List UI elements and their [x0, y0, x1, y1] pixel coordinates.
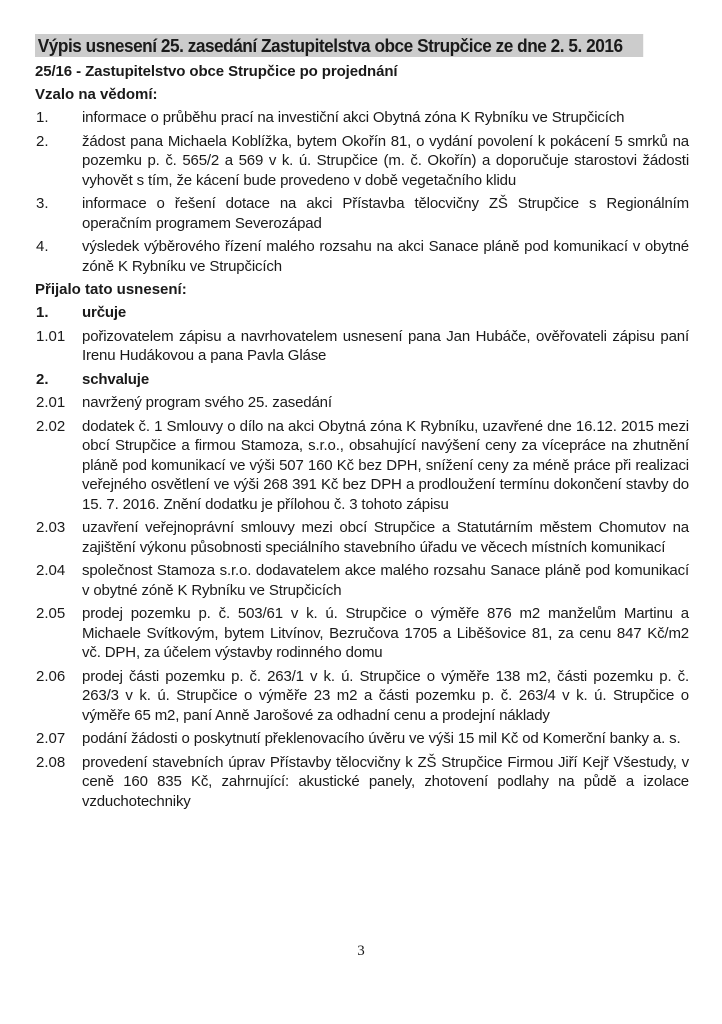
list-item [35, 518, 689, 557]
list-item [35, 753, 689, 812]
resolution-heading: 25/16 - Zastupitelstvo obce Strupčice po projednání [35, 63, 398, 80]
item-number: 2.07 [36, 730, 66, 747]
list-item [35, 561, 689, 600]
item-number: 2.08 [36, 753, 66, 771]
item-text: prodej části pozemku p. č. 263/1 v k. ú. Strupčice o výměře 138 m2, části pozemku p. č. 263/3 v k. ú. Strupčice o výměře 23 m2 a části pozemku p. č. 263/4 v k. ú. Strupčice o výměře 65 m2, paní Anně Jarošové za odhadní cenu a prodejní náklady [82, 667, 689, 724]
item-text: provedení stavebních úprav Přístavby tělocvičny k ZŠ Strupčice Firmou Jiří Kejř Všestudy, v ceně 160 835 Kč, zahrnující: akustické panely, zhotovení podlahy na půdě a izolace vzduchotechniky [82, 753, 689, 810]
list-item [35, 417, 689, 515]
item-text: dodatek č. 1 Smlouvy o dílo na akci Obytná zóna K Rybníku, uzavřené dne 16.12. 2015 mezi obcí Strupčice a firmou Stamoza, s.r.o., obsahující navýšení ceny za vícepráce na zhutnění pláně pod komunikací ve výši 507 160 Kč bez DPH, snížení ceny za méně práce při realizaci veřejného osvětlení ve výši 268 391 Kč bez DPH a prodloužení termínu dokončení stavby do 15. 7. 2016. Znění dodatku je přílohou č. 3 tohoto zápisu [82, 417, 689, 513]
item-number: 2.04 [36, 562, 66, 579]
list-item [35, 667, 689, 726]
item-number: 1.01 [36, 327, 66, 345]
item-number: 1. [36, 109, 49, 126]
list-item [35, 132, 689, 191]
list-item [35, 327, 689, 366]
item-number: 2.06 [36, 667, 66, 685]
item-number: 2.02 [36, 417, 66, 435]
document-title: Výpis usnesení 25. zasedání Zastupitelstva obce Strupčice ze dne 2. 5. 2016 [35, 34, 643, 57]
item-text: žádost pana Michaela Koblížka, bytem Okořín 81, o vydání povolení k pokácení 5 smrků na pozemku p. č. 565/2 a 569 v k. ú. Strupčice (m. č. Okořín) a doporučuje starostovi žádosti vyhovět s tím, že kácení bude provedeno v době vegetačního klidu [82, 132, 689, 189]
item-number: 2.03 [36, 519, 66, 536]
item-text: prodej pozemku p. č. 503/61 v k. ú. Strupčice o výměře 876 m2 manželům Martinu a Michaele Svítkovým, bytem Litvínov, Bezručova 1705 a Liběšovice 81, za cenu 847 Kč/m2 vč. DPH, za účelem výstavby rodinného domu [82, 605, 689, 661]
list-item [35, 393, 689, 413]
item-number: 4. [36, 238, 49, 255]
item-text: uzavření veřejnoprávní smlouvy mezi obcí Strupčice a Statutárním městem Chomutov na zajištění výkonu působnosti speciálního stavebního úřadu ve věcech místních komunikací [82, 519, 689, 556]
item-text: informace o průběhu prací na investiční akci Obytná zóna K Rybníku ve Strupčicích [82, 109, 625, 126]
group-number: 1. [36, 304, 49, 321]
item-text: výsledek výběrového řízení malého rozsahu na akci Sanace pláně pod komunikací v obytné zóně K Rybníku ve Strupčicích [82, 238, 689, 275]
group-label: schvaluje [82, 370, 150, 388]
group-label: určuje [82, 304, 127, 321]
item-number: 2. [36, 132, 49, 150]
group-number: 2. [36, 370, 49, 388]
item-text: pořizovatelem zápisu a navrhovatelem usnesení pana Jan Hubáče, ověřovateli zápisu paní Irenu Hudákovou a pana Pavla Gláse [82, 327, 689, 364]
page-number: 3 [357, 943, 365, 959]
list-item [35, 108, 689, 128]
item-text: navržený program svého 25. zasedání [82, 394, 332, 411]
group-heading [35, 370, 689, 390]
group-heading [35, 303, 689, 323]
item-number: 2.01 [36, 394, 66, 411]
item-text: informace o řešení dotace na akci Přístavba tělocvičny ZŠ Strupčice s Regionálním operačním programem Severozápad [82, 195, 689, 232]
item-text: společnost Stamoza s.r.o. dodavatelem akce malého rozsahu Sanace pláně pod komunikací v obytné zóně K Rybníku ve Strupčicích [82, 562, 689, 599]
adopted-section-label: Přijalo tato usnesení: [35, 281, 187, 298]
document-page [35, 34, 689, 811]
item-text: podání žádosti o poskytnutí překlenovacího úvěru ve výši 15 mil Kč od Komerční banky a. s. [82, 730, 681, 747]
list-item [35, 194, 689, 233]
item-number: 2.05 [36, 605, 66, 622]
list-item [35, 237, 689, 276]
noted-section-label: Vzalo na vědomí: [35, 86, 158, 103]
list-item [35, 604, 689, 663]
list-item [35, 729, 689, 749]
item-number: 3. [36, 195, 49, 212]
